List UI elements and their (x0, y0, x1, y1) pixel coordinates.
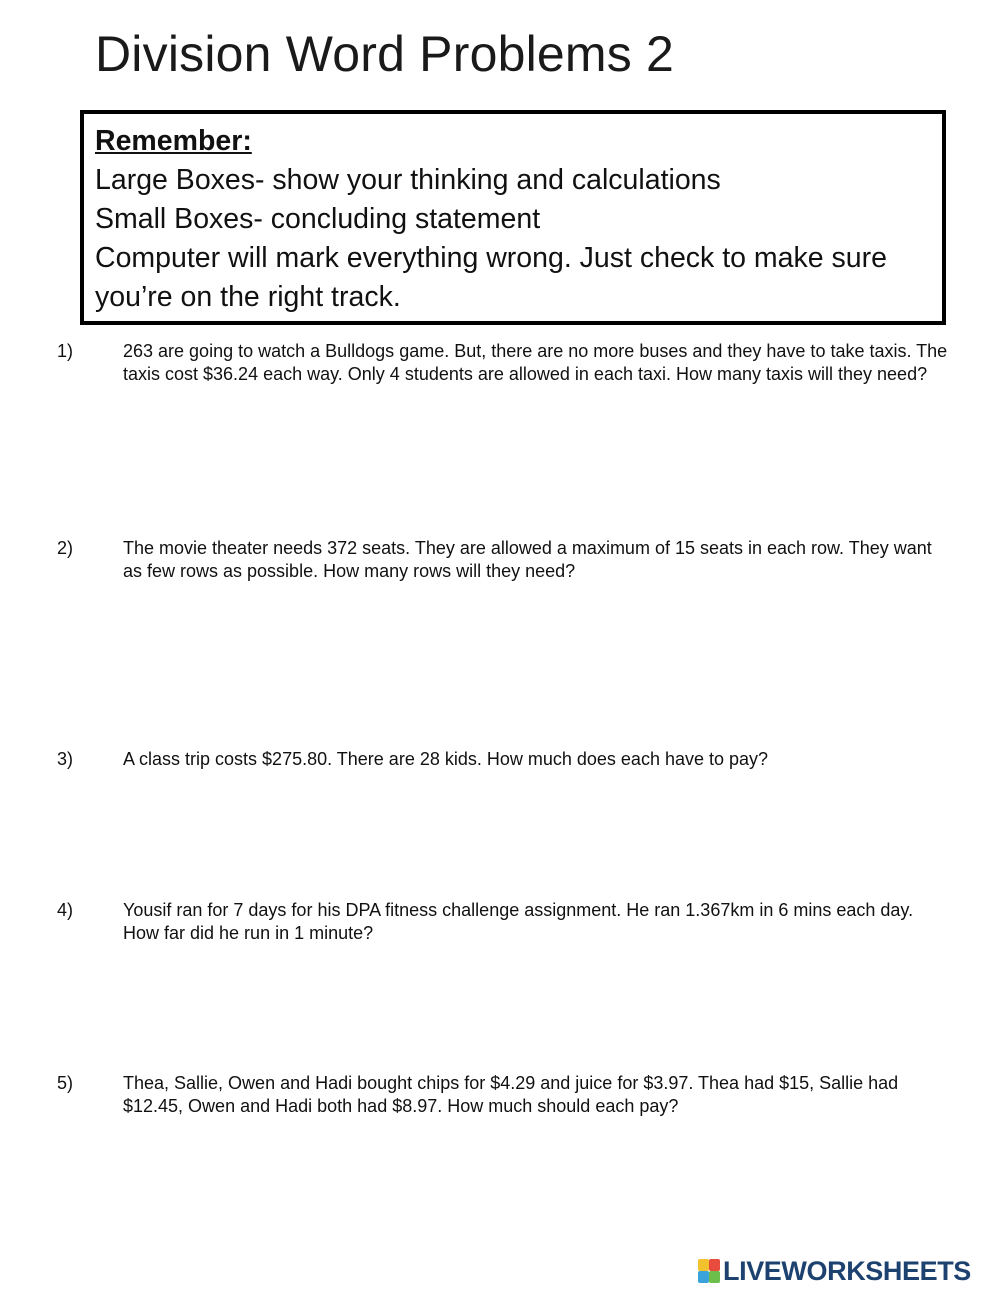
reminder-line-computer-mark: Computer will mark everything wrong. Just check to make sure (95, 242, 887, 274)
question-number: 4) (57, 900, 74, 920)
question-number: 3) (57, 749, 74, 769)
reminder-line-right-track: you’re on the right track. (95, 281, 401, 313)
page-title: Division Word Problems 2 (95, 26, 675, 82)
reminder-box (80, 110, 946, 325)
liveworksheets-logo-icon (698, 1259, 720, 1283)
reminder-line-large-boxes: Large Boxes- show your thinking and calculations (95, 164, 721, 196)
question-text: The movie theater needs 372 seats. They are allowed a maximum of 15 seats in each row. They want as few rows as possible. How many rows will they need? (123, 538, 932, 581)
reminder-line-small-boxes: Small Boxes- concluding statement (95, 203, 541, 235)
logo-square-green (709, 1271, 720, 1283)
logo-text: LIVEWORKSHEETS (723, 1256, 971, 1286)
question-text: Thea, Sallie, Owen and Hadi bought chips for $4.29 and juice for $3.97. Thea had $15, Sallie had $12.45, Owen and Hadi both had $8.97. How much should each pay? (123, 1073, 899, 1116)
question-text: 263 are going to watch a Bulldogs game. But, there are no more buses and they have to take taxis. The taxis cost $36.24 each way. Only 4 students are allowed in each taxi. How many taxis will they need? (123, 341, 948, 384)
logo-square-yellow (698, 1259, 709, 1271)
question-text: Yousif ran for 7 days for his DPA fitness challenge assignment. He ran 1.367km in 6 mins each day. How far did he run in 1 minute? (123, 900, 914, 943)
logo-square-blue (698, 1271, 709, 1283)
question-number: 5) (57, 1073, 74, 1093)
question-number: 1) (57, 341, 74, 361)
question-number: 2) (57, 538, 74, 558)
reminder-heading: Remember: (95, 125, 252, 157)
question-text: A class trip costs $275.80. There are 28 kids. How much does each have to pay? (123, 749, 769, 769)
logo-square-red (709, 1259, 720, 1271)
liveworksheets-logo (698, 1256, 971, 1286)
